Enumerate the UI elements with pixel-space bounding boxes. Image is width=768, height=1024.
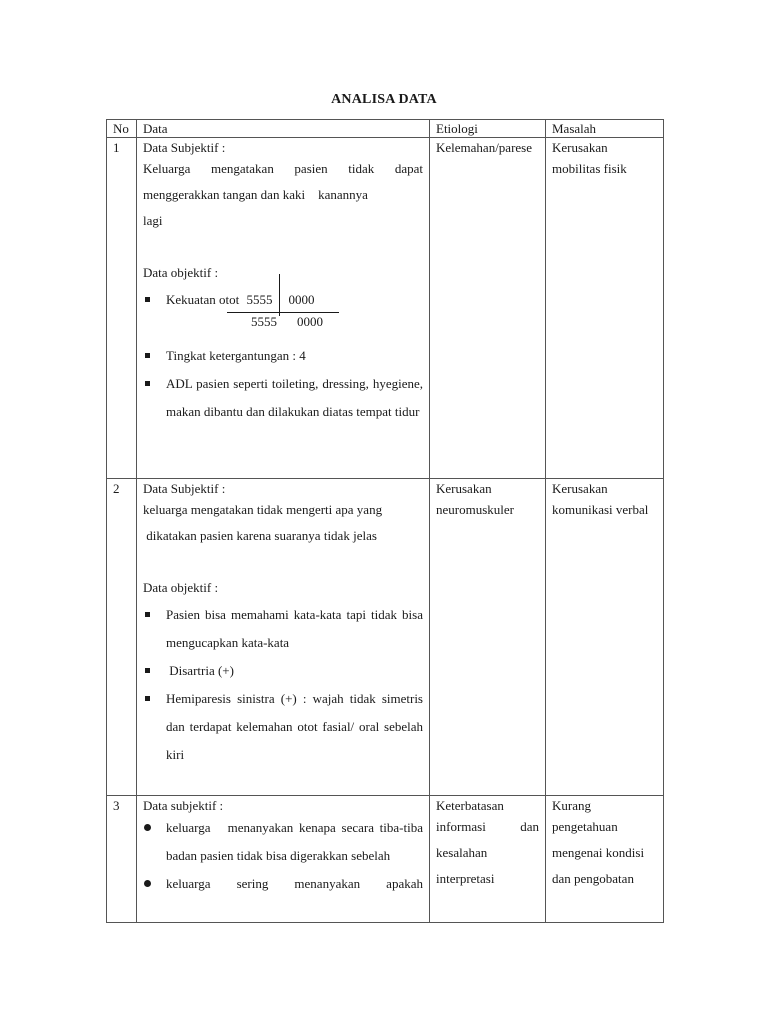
etiologi-cell: Kelemahan/parese	[430, 138, 546, 479]
page-title: ANALISA DATA	[331, 92, 437, 107]
divider	[279, 274, 280, 316]
masalah-cell: Kurang pengetahuan mengenai kondisi dan pengobatan	[546, 796, 664, 923]
table-header-row	[107, 120, 664, 138]
muscle-strength-grid: 5555 0000	[243, 286, 353, 314]
header-no: No	[107, 120, 137, 138]
header-data: Data	[137, 120, 430, 138]
header-etiologi: Etiologi	[430, 120, 546, 138]
data-cell	[137, 796, 430, 923]
etiologi-cell: Keterbatasan informasi dan kesalahan interpretasi	[430, 796, 546, 923]
list-item: Hemiparesis sinistra (+) : wajah tidak simetris dan terdapat kelemahan otot fasial/ oral sebelah kiri	[143, 685, 423, 769]
objektif-label: Data objektif :	[143, 580, 219, 595]
list-item: Disartria (+)	[143, 657, 423, 685]
muscle-strength-grid-lower: 5555 0000	[227, 314, 423, 342]
etiologi-cell: Kerusakan neuromuskuler	[430, 479, 546, 796]
analysis-table	[106, 119, 664, 923]
subjektif-label: Data subjektif :	[143, 798, 224, 813]
subjektif-label: Data Subjektif :	[143, 481, 226, 496]
masalah-cell: Kerusakan komunikasi verbal	[546, 479, 664, 796]
list-item: keluarga menanyakan kenapa secara tiba-tiba badan pasien tidak bisa digerakkan sebelah	[143, 814, 423, 870]
subjektif-text: Keluarga mengatakan pasien tidak dapat	[143, 161, 423, 176]
list-item: Tingkat ketergantungan : 4	[143, 342, 423, 370]
data-cell	[137, 138, 430, 479]
subjektif-text: dikatakan pasien karena suaranya tidak jelas	[143, 528, 377, 543]
kekuatan-label: Kekuatan otot	[166, 292, 240, 307]
subjektif-label: Data Subjektif :	[143, 140, 226, 155]
table-row	[107, 479, 664, 796]
subjektif-text: lagi	[143, 213, 163, 228]
list-item: keluarga sering menanyakan apakah	[143, 870, 423, 898]
list-item: ADL pasien seperti toileting, dressing, hyegiene, makan dibantu dan dilakukan diatas tempat tidur	[143, 370, 423, 426]
data-cell	[137, 479, 430, 796]
list-item: Pasien bisa memahami kata-kata tapi tidak bisa mengucapkan kata-kata	[143, 601, 423, 657]
subjektif-text: keluarga mengatakan tidak mengerti apa yang	[143, 502, 383, 517]
divider	[227, 312, 339, 313]
objektif-label: Data objektif :	[143, 265, 219, 280]
subjektif-text: menggerakkan tangan dan kaki kanannya	[143, 187, 368, 202]
header-masalah: Masalah	[546, 120, 664, 138]
row-number: 2	[107, 479, 137, 796]
table-row	[107, 796, 664, 923]
list-item	[143, 286, 423, 314]
masalah-cell: Kerusakan mobilitas fisik	[546, 138, 664, 479]
row-number: 1	[107, 138, 137, 479]
row-number: 3	[107, 796, 137, 923]
table-row	[107, 138, 664, 479]
